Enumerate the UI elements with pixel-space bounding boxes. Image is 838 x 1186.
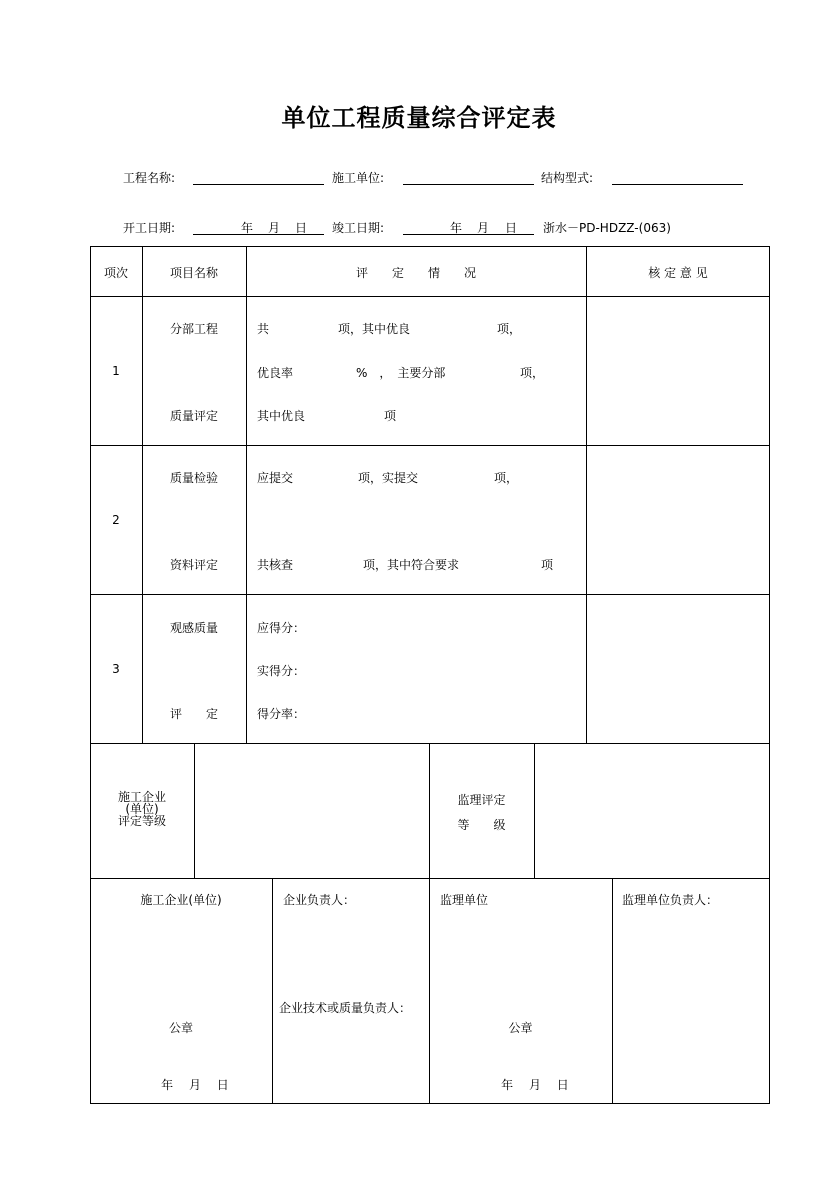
row3-divider [90, 743, 770, 744]
contractor-label: 施工单位: [332, 171, 385, 185]
structure-field[interactable] [612, 170, 743, 185]
row3-no: 3 [112, 662, 120, 676]
sig-divider-3 [612, 878, 613, 1104]
row2-l3a: 共核查 [257, 558, 294, 572]
grade-divider-3 [534, 743, 535, 878]
start-year: 年 [241, 221, 254, 235]
contractor-grade-label-2: (单位) [125, 802, 159, 816]
supervisor-grade-label-1: 监理评定 [457, 793, 506, 807]
row1-l2c: 项， [520, 366, 545, 380]
sig-contractor: 施工企业(单位) [140, 893, 222, 907]
sig-divider-1 [272, 878, 273, 1104]
row2-item-top: 质量检验 [169, 471, 218, 485]
row2-l1a: 应提交 [257, 471, 294, 485]
sig-supervisor-head: 监理单位负责人： [622, 893, 719, 907]
row1-item-top: 分部工程 [169, 322, 218, 336]
start-day: 日 [295, 221, 308, 235]
contractor-grade-label-3: 评定等级 [117, 814, 166, 828]
row2-l1c: 项， [494, 471, 519, 485]
grade-divider-1 [194, 743, 195, 878]
col-header-item: 项目名称 [169, 266, 218, 280]
row1-l3b: 项 [384, 409, 397, 423]
row1-l1a: 共 [257, 322, 270, 336]
project-name-field[interactable] [193, 170, 324, 185]
row1-divider [90, 445, 770, 446]
sig-enterprise-head: 企业负责人： [283, 893, 356, 907]
col-header-opinion: 核 定 意 见 [648, 266, 708, 280]
row3-item-bottom: 评 定 [169, 707, 218, 721]
form-code: 浙水－PD-HDZZ-(063) [543, 221, 671, 235]
row1-l3a: 其中优良 [257, 409, 306, 423]
row3-l3: 得分率： [257, 707, 306, 721]
sig-tech-head: 企业技术或质量负责人： [279, 1001, 412, 1015]
grade-divider-2 [429, 743, 430, 878]
contractor-field[interactable] [403, 170, 534, 185]
project-name-label: 工程名称: [123, 171, 176, 185]
row2-l3b: 项，其中符合要求 [363, 558, 460, 572]
completion-month: 月 [477, 221, 490, 235]
sig-seal-left: 公章 [168, 1021, 193, 1035]
row3-l1: 应得分： [257, 621, 306, 635]
row1-item-bottom: 质量评定 [169, 409, 218, 423]
completion-date-label: 竣工日期: [332, 221, 385, 235]
row3-item-top: 观感质量 [169, 621, 218, 635]
col-header-status: 评 定 情 况 [355, 266, 476, 280]
col-divider-item [246, 246, 247, 743]
row2-divider [90, 594, 770, 595]
grade-divider [90, 878, 770, 879]
sig-seal-right: 公章 [508, 1021, 533, 1035]
row1-no: 1 [112, 364, 120, 378]
col-divider-status [586, 246, 587, 743]
sig-date-right: 年 月 日 [501, 1078, 569, 1092]
sig-supervisor: 监理单位 [440, 893, 489, 907]
contractor-grade-label-1: 施工企业 [117, 790, 166, 804]
completion-year: 年 [450, 221, 463, 235]
row2-l3c: 项 [541, 558, 554, 572]
col-header-no: 项次 [103, 266, 128, 280]
structure-label: 结构型式: [541, 171, 594, 185]
row2-l1b: 项，实提交 [358, 471, 419, 485]
row1-l1b: 项，其中优良 [338, 322, 411, 336]
page-title: 单位工程质量综合评定表 [281, 104, 557, 132]
supervisor-grade-label-2: 等 级 [457, 818, 506, 832]
completion-day: 日 [505, 221, 518, 235]
sig-divider-2 [429, 878, 430, 1104]
sig-date-left: 年 月 日 [161, 1078, 229, 1092]
header-row-divider [90, 296, 770, 297]
row1-l2b: % ， 主要分部 [356, 366, 446, 380]
row2-no: 2 [112, 513, 120, 527]
start-date-label: 开工日期: [123, 221, 176, 235]
row1-l2a: 优良率 [257, 366, 294, 380]
row1-l1c: 项， [497, 322, 522, 336]
row3-l2: 实得分： [257, 664, 306, 678]
row2-item-bottom: 资料评定 [169, 558, 218, 572]
start-month: 月 [268, 221, 281, 235]
